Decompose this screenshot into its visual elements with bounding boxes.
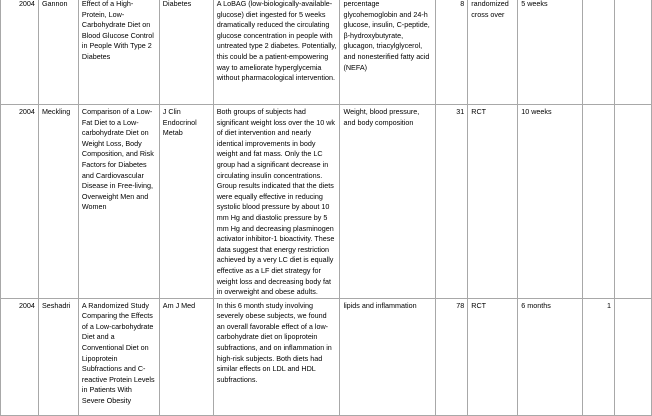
journal-cell[interactable]: Diabetes xyxy=(159,0,213,105)
title-cell[interactable]: Effect of a High-Protein, Low-Carbohydrate Diet on Blood Glucose Control in People With Type 2 Diabetes xyxy=(78,0,159,105)
year-cell[interactable]: 2004 xyxy=(1,105,39,299)
empty-cell[interactable] xyxy=(615,105,652,299)
journal-cell[interactable]: Am J Med xyxy=(159,298,213,415)
summary-cell[interactable]: Both groups of subjects had significant weight loss over the 10 wk of diet intervention and nearly identical improvements in body weight and fat mass. Only the LC group had a significant decrease in circulating insulin concentrations. Group results indicated that the diets were equally effective in reducing systolic blood pressure by about 10 mm Hg and diastolic pressure by 5 mm Hg and decreasing plasminogen activator inhibitor-1 bioactivity. These data suggest that energy restriction achieved by a very LC diet is equally effective as a LF diet strategy for weight loss and decreasing body fat in overweight and obese adults. xyxy=(213,105,340,299)
sample-size-cell[interactable]: 31 xyxy=(436,105,468,299)
year-cell[interactable]: 2004 xyxy=(1,298,39,415)
empty-cell[interactable] xyxy=(615,0,652,105)
duration-cell[interactable]: 10 weeks xyxy=(518,105,583,299)
table-row xyxy=(1,298,652,415)
table-row xyxy=(1,0,652,105)
outcomes-cell[interactable]: lipids and inflammation xyxy=(340,298,436,415)
sample-size-cell[interactable]: 8 xyxy=(436,0,468,105)
duration-cell[interactable]: 6 months xyxy=(518,298,583,415)
sample-size-cell[interactable]: 78 xyxy=(436,298,468,415)
title-cell[interactable]: A Randomized Study Comparing the Effects of a Low-carbohydrate Diet and a Conventional Diet on Lipoprotein Subfractions and C-reactive Protein Levels in Patients With Severe Obesity xyxy=(78,298,159,415)
flag-cell[interactable] xyxy=(583,105,615,299)
author-cell[interactable]: Gannon xyxy=(38,0,78,105)
flag-cell[interactable] xyxy=(583,0,615,105)
outcomes-cell[interactable]: percentage glycohemoglobin and 24-h glucose, insulin, C-peptide, β-hydroxybutyrate, glucagon, triacylglycerol, and nonesterified fatty acid (NEFA) xyxy=(340,0,436,105)
author-cell[interactable]: Meckling xyxy=(38,105,78,299)
design-cell[interactable]: randomized cross over xyxy=(468,0,518,105)
author-cell[interactable]: Seshadri xyxy=(38,298,78,415)
flag-cell[interactable]: 1 xyxy=(583,298,615,415)
year-cell[interactable]: 2004 xyxy=(1,0,39,105)
summary-cell[interactable]: In this 6 month study involving severely obese subjects, we found an overall favorable effect of a low-carbohydrate diet on lipoprotein subfractions, and on inflammation in high-risk subjects. Both diets had similar effects on LDL and HDL subfractions. xyxy=(213,298,340,415)
duration-cell[interactable]: 5 weeks xyxy=(518,0,583,105)
table-row xyxy=(1,105,652,299)
summary-cell[interactable]: A LoBAG (low-biologically-available-glucose) diet ingested for 5 weeks dramatically reduced the circulating glucose concentration in people with untreated type 2 diabetes. Potentially, this could be a patient-empowering way to ameliorate hyperglycemia without pharmacological intervention. xyxy=(213,0,340,105)
empty-cell[interactable] xyxy=(615,298,652,415)
design-cell[interactable]: RCT xyxy=(468,105,518,299)
outcomes-cell[interactable]: Weight, blood pressure, and body composition xyxy=(340,105,436,299)
title-cell[interactable]: Comparison of a Low-Fat Diet to a Low-carbohydrate Diet on Weight Loss, Body Composition, and Risk Factors for Diabetes and Cardiovascular Disease in Free-living, Overweight Men and Women xyxy=(78,105,159,299)
design-cell[interactable]: RCT xyxy=(468,298,518,415)
journal-cell[interactable]: J Clin Endocrinol Metab xyxy=(159,105,213,299)
